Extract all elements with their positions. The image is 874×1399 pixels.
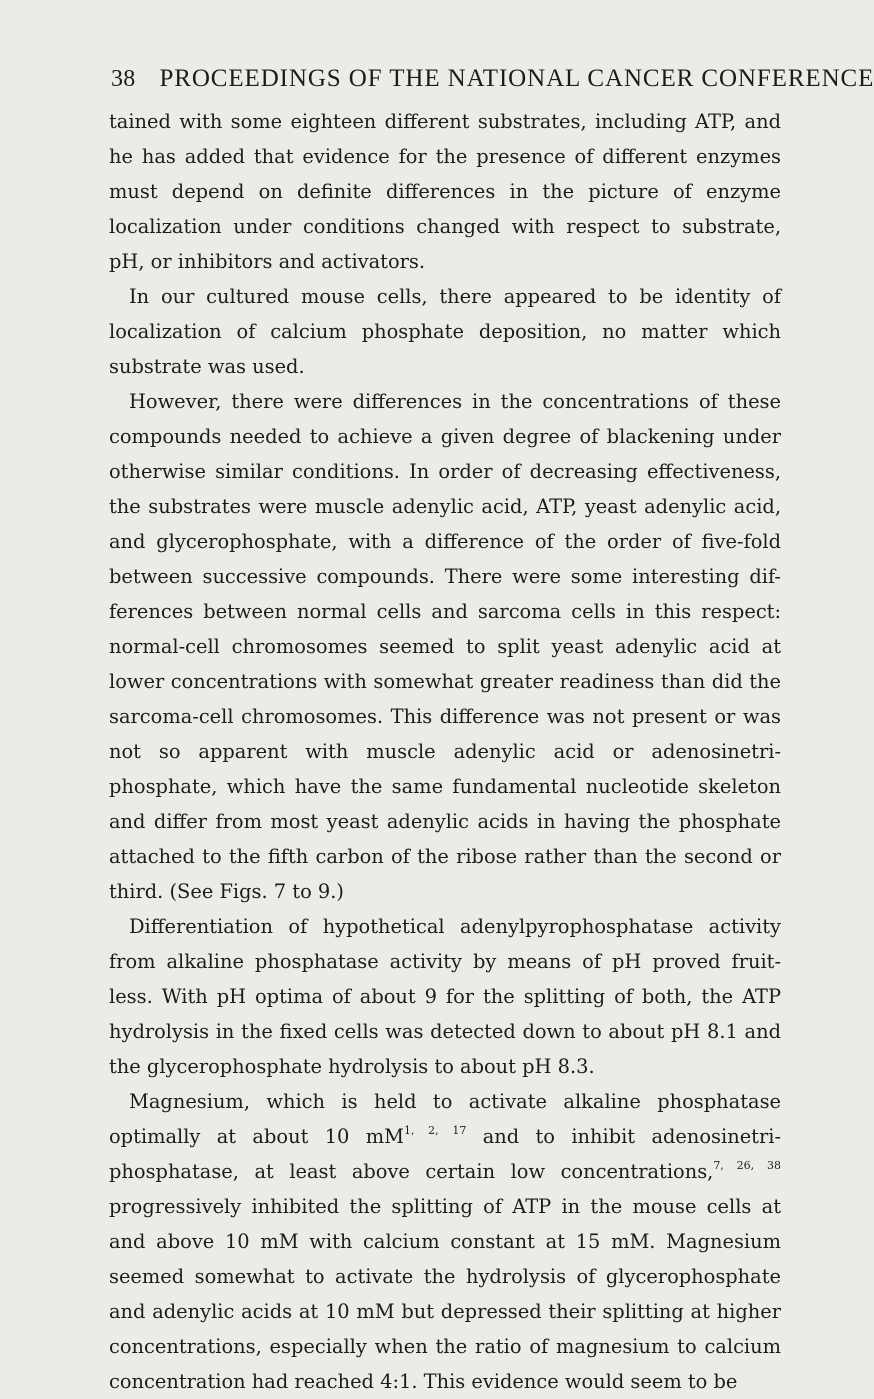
paragraph-4: [109, 909, 781, 1084]
paragraph-3: [109, 384, 781, 909]
paragraph-4-text-5: 8.3.: [551, 1055, 595, 1078]
paragraph-4-text-2: proved fruit-less. With: [109, 950, 781, 1008]
ph-term: pH: [522, 1055, 552, 1078]
paragraph-3-text: However, there were differences in the concentrations of these compounds needed to achieve a given degree of blackening under otherwise similar conditions. In order of decreasing effectiveness, the substrates were muscle adenylic acid, ATP, yeast adenylic acid, and glycerophosphate, with a difference of the order of five-fold between successive compounds. There were some interesting dif-ferences between normal cells and sarcoma cells in this respect: normal-cell chromosomes seemed to split yeast adenylic acid at lower concentrations with somewhat greater readiness than did the sarcoma-cell chromosomes. This difference was not present or was not so apparent with muscle adenylic acid or adenosinetri-phosphate, which have the same fundamental nucleotide skeleton and differ from most yeast adenylic acids in having the phosphate attached to the fifth carbon of the ribose rather than the second or third. (See Figs. 7 to 9.): [109, 390, 781, 903]
paragraph-2-text: In our cultured mouse cells, there appeared to be identity of localization of calcium phosphate deposition, no matter which substrate was used.: [109, 285, 781, 378]
paragraph-1-text-2: , or inhibitors and activators.: [138, 250, 426, 273]
paragraph-5-text-3: progressively inhibited the splitting of ATP in the mouse cells at and above 10 mM with calcium constant at 15 mM. Magnesium seemed somewhat to activate the hydrolysis of glycerophosphate and adenylic acids at 10 mM but depressed their splitting at higher concentrations, especially when the ratio of magnesium to calcium concentration had reached 4:1. This evidence would seem to be: [109, 1195, 781, 1393]
running-head-title: PROCEEDINGS OF THE NATIONAL CANCER CONFERENCE: [159, 65, 874, 92]
ph-term: pH: [109, 250, 139, 273]
ph-term: pH: [671, 1020, 701, 1043]
paragraph-4-text-1: Differentiation of hypothetical adenylpyrophosphatase activity from alkaline phosphatase activity by means of: [109, 915, 781, 973]
body-text: [109, 104, 781, 1393]
paragraph-2: [109, 279, 781, 384]
reference-superscript: 7, 26, 38: [713, 1159, 781, 1172]
paragraph-1: [109, 104, 781, 279]
page-number: 38: [111, 66, 136, 92]
paragraph-4-text-3: optima of about 9 for the splitting of both, the ATP hydrolysis in the fixed cells was detected down to about: [109, 985, 781, 1043]
ph-term: pH: [612, 950, 642, 973]
ph-term: pH: [216, 985, 247, 1008]
paragraph-5-text-1: Magnesium, which is held to activate alkaline phosphatase optimally at about 10 mM: [109, 1090, 781, 1148]
paragraph-4-text-4: 8.1 and the glycerophosphate hydrolysis to about: [109, 1020, 781, 1078]
reference-superscript: 1, 2, 17: [403, 1124, 467, 1137]
paragraph-1-text-1: tained with some eighteen different substrates, including ATP, and he has added that evidence for the presence of different enzymes must depend on definite differences in the picture of enzyme localization under conditions changed with respect to substrate,: [109, 110, 781, 238]
paragraph-5-text-2: and to inhibit adenosinetri-phosphatase, at least above certain low concentrations,: [109, 1125, 781, 1183]
page-header: [111, 63, 874, 95]
paragraph-5: [109, 1084, 781, 1399]
